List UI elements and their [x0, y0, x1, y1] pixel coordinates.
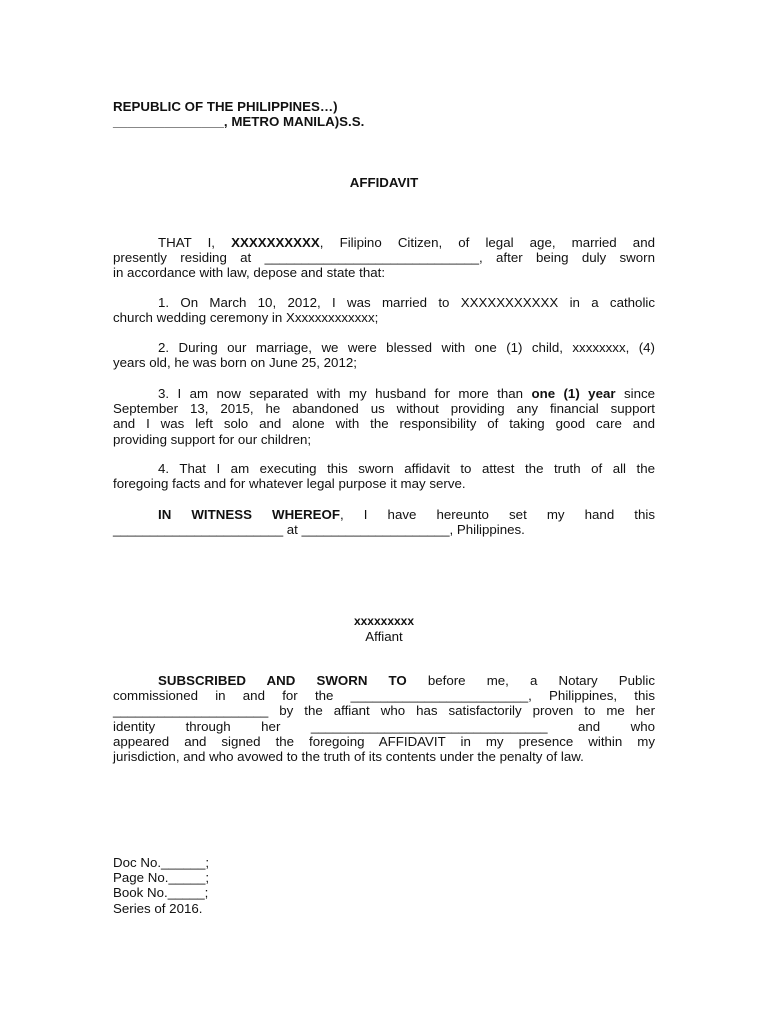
jurat-line-1: [113, 673, 655, 688]
para3-line-2: September 13, 2015, he abandoned us without providing any financial support: [113, 401, 655, 417]
page-number: Page No._____;: [113, 870, 210, 886]
paragraph-4: [113, 461, 655, 491]
witness-rest: , I have hereunto set my hand this: [340, 507, 655, 522]
jurat-line-3: _____________________ by the affiant who has satisfactorily proven to me her: [113, 703, 655, 719]
para4-line-1: 4. That I am executing this sworn affidavit to attest the truth of all the: [158, 461, 655, 476]
affiant-signature-block: [113, 614, 655, 644]
intro-rest: , Filipino Citizen, of legal age, married and: [319, 235, 655, 250]
document-title: AFFIDAVIT: [349, 175, 419, 190]
para3-line-4: providing support for our children;: [113, 431, 312, 447]
book-number: Book No._____;: [113, 885, 209, 901]
venue-line-republic: REPUBLIC OF THE PHILIPPINES…): [113, 99, 338, 114]
para2-line-1: 2. During our marriage, we were blessed with one (1) child, xxxxxxxx, (4): [158, 340, 655, 355]
paragraph-3: [113, 386, 655, 447]
intro-line-3: in accordance with law, depose and state that:: [113, 265, 386, 281]
witness-line-2: _______________________ at ____________________, Philippines.: [113, 522, 525, 538]
jurat-line-4: identity through her ________________________________ and who: [113, 718, 655, 734]
para4-line-2: foregoing facts and for whatever legal purpose it may serve.: [113, 476, 466, 492]
jurat-paragraph: [113, 673, 655, 764]
jurat-line-6: jurisdiction, and who avowed to the truth of its contents under the penalty of law.: [113, 749, 584, 765]
series-year: Series of 2016.: [113, 900, 203, 916]
jurat-line-2: commissioned in and for the ________________________, Philippines, this: [113, 688, 655, 704]
intro-lead: THAT I,: [158, 235, 232, 250]
para3-line-3: and I was left solo and alone with the responsibility of taking good care and: [113, 416, 655, 432]
para3-lead: 3. I am now separated with my husband for more than: [158, 386, 532, 401]
intro-paragraph: [113, 235, 655, 281]
jurat-rest: before me, a Notary Public: [406, 673, 655, 688]
para1-line-2: church wedding ceremony in Xxxxxxxxxxxxx;: [113, 310, 379, 326]
doc-number: Doc No.______;: [113, 855, 210, 870]
jurat-line-5: appeared and signed the foregoing AFFIDAVIT in my presence within my: [113, 733, 655, 749]
para3-tail: since: [615, 386, 656, 401]
para3-line-1: [113, 386, 655, 401]
venue-header: [113, 99, 655, 129]
affiant-signature-name: xxxxxxxxx: [353, 614, 415, 628]
intro-line-2: presently residing at _____________________________, after being duly sworn: [113, 250, 655, 266]
notarial-register: [113, 855, 655, 916]
affiant-label: Affiant: [365, 629, 403, 645]
witness-heading: IN WITNESS WHEREOF: [158, 507, 340, 522]
witness-line-1: [113, 507, 655, 522]
para2-line-2: years old, he was born on June 25, 2012;: [113, 355, 357, 371]
para3-duration: one (1) year: [531, 386, 616, 401]
paragraph-2: [113, 340, 655, 370]
jurat-heading: SUBSCRIBED AND SWORN TO: [158, 673, 407, 688]
para1-line-1: 1. On March 10, 2012, I was married to XXXXXXXXXXX in a catholic: [158, 295, 655, 310]
intro-line-1: [113, 235, 655, 250]
affiant-name-placeholder: XXXXXXXXXX: [231, 235, 320, 250]
witness-clause: [113, 507, 655, 537]
paragraph-1: [113, 295, 655, 325]
venue-line-city: _______________, METRO MANILA)S.S.: [113, 114, 365, 130]
